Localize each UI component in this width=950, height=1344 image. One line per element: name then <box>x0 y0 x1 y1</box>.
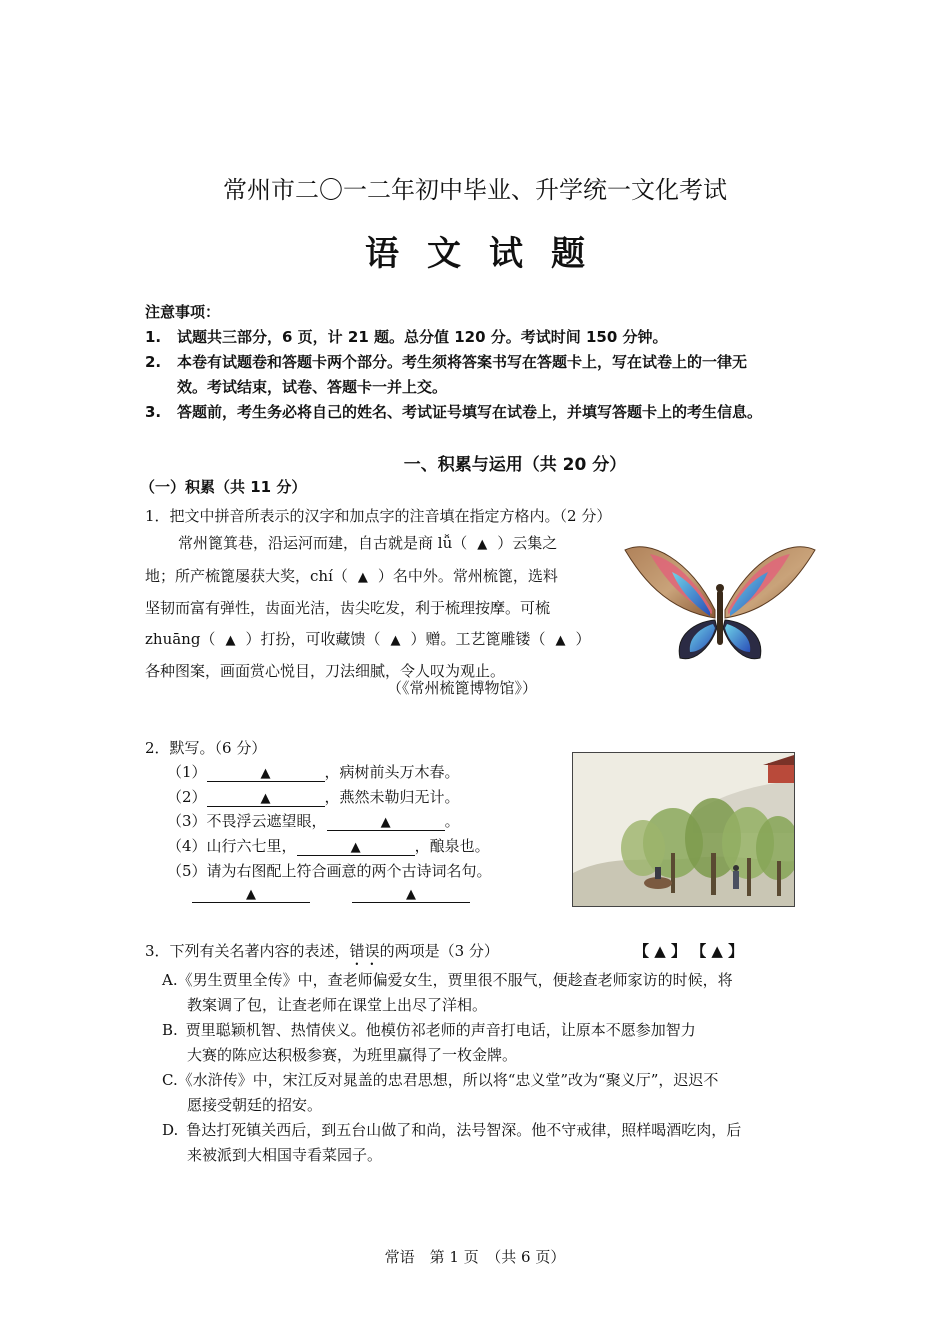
option-label: A. <box>162 971 178 989</box>
q3-stem <box>145 940 499 969</box>
text: 山行六七里， <box>206 837 297 855</box>
text: 《水浒传》中，宋江反对晁盖的忠君思想，所以将“忠义堂”改为“聚义厅”，迟迟不 <box>177 1071 719 1089</box>
text: ） <box>575 629 591 648</box>
item-num: （1） <box>167 763 207 781</box>
text: ）打扮，可收藏馈 <box>245 629 366 648</box>
answer-marker: ▲ <box>406 887 416 902</box>
text: zhuāng（ <box>145 629 216 648</box>
text: 不畏浮云遮望眼， <box>206 812 327 830</box>
q2-item-1 <box>167 761 460 782</box>
butterfly-comb-image <box>620 540 820 665</box>
notice-item-1 <box>145 326 668 347</box>
emphasis-text: 错误 <box>349 942 380 960</box>
q1-passage <box>145 528 591 687</box>
text: 鲁达打死镇关西后，到五台山做了和尚，法号智深。他不守戒律，照样喝酒吃肉，后 <box>186 1121 742 1139</box>
notice-text: 试题共三部分，6 页，计 21 题。总分值 120 分。考试时间 150 分钟。 <box>177 328 668 346</box>
text: 请为右图配上符合画意的两个古诗词名句。 <box>206 862 492 880</box>
section-title: 一、积累与运用（共 20 分） <box>403 455 627 475</box>
text: 贾里聪颖机智、热情侠义。他模仿祁老师的声音打电话，让原本不愿参加智力 <box>185 1021 696 1039</box>
notice-text: 本卷有试题卷和答题卡两个部分。考生须将答案书写在答题卡上，写在试卷上的一律无 <box>177 353 748 371</box>
text: （ <box>365 629 381 648</box>
option-label: C. <box>162 1071 178 1089</box>
answer-marker: ▲ <box>246 887 256 902</box>
q1-source: （《常州梳篦博物馆》） <box>387 679 538 697</box>
text: （ <box>530 629 546 648</box>
q2-item-5 <box>167 860 492 881</box>
answer-marker: ▲ <box>260 766 271 781</box>
q3-answer-brackets: 【 ▲ 】 【 ▲ 】 <box>634 942 744 960</box>
subject-title: 语文试题 <box>365 234 613 274</box>
text: 3．下列有关名著内容的表述， <box>145 942 350 960</box>
text: 地；所产梳篦屡获大奖，chí（ <box>145 566 348 585</box>
q1-stem: 1．把文中拼音所表示的汉字和加点字的注音填在指定方格内。（2 分） <box>145 507 612 525</box>
text: ）云集之 <box>497 534 558 552</box>
notice-num: 3. <box>145 403 162 421</box>
notice-item-3 <box>145 401 762 422</box>
page-footer: 常语 第 1 页 （共 6 页） <box>384 1248 566 1266</box>
q1-line-5: 各种图案，画面赏心悦目，刀法细腻，令人叹为观止。 <box>145 662 506 680</box>
item-num: （5） <box>167 862 207 880</box>
q2-item-4 <box>167 835 490 856</box>
q3-option-b <box>162 1019 696 1040</box>
q2-stem: 2．默写。（6 分） <box>145 739 267 757</box>
q2-item-3 <box>167 810 460 831</box>
text: ）名中外。常州梳篦，选料 <box>377 566 558 585</box>
q2-item-5-blanks <box>192 884 470 903</box>
q3-option-b-cont: 大赛的陈应达积极参赛，为班里赢得了一枚金牌。 <box>187 1046 518 1064</box>
answer-marker: ▲ <box>357 569 368 585</box>
answer-marker: ▲ <box>390 632 401 648</box>
notice-item-2 <box>145 351 747 372</box>
q3-option-c <box>162 1069 718 1090</box>
q3-option-a <box>162 969 733 990</box>
text: 常州篦箕巷，沿运河而建，自古就是商 lǚ（ <box>178 534 468 552</box>
answer-marker: ▲ <box>350 840 361 855</box>
exam-title: 常州市二〇一二年初中毕业、升学统一文化考试 <box>223 176 727 204</box>
answer-marker: ▲ <box>260 791 271 806</box>
answer-marker: ▲ <box>555 632 566 648</box>
q3-option-d-cont: 来被派到大相国寺看菜园子。 <box>187 1146 383 1164</box>
answer-marker: ▲ <box>477 537 488 552</box>
notice-text: 答题前，考生务必将自己的姓名、考试证号填写在试卷上，并填写答题卡上的考生信息。 <box>177 403 763 421</box>
answer-blank[interactable] <box>297 837 415 856</box>
answer-blank[interactable] <box>192 884 310 903</box>
text: ）赠。工艺篦雕镂 <box>410 629 531 648</box>
text: 。 <box>444 812 460 830</box>
notice-item-2-cont: 效。考试结束，试卷、答题卡一并上交。 <box>177 378 448 396</box>
subsection-title: （一）积累（共 11 分） <box>140 478 307 496</box>
q1-line-3: 坚韧而富有弹性，齿面光洁，齿尖吃发，利于梳理按摩。可梳 <box>145 599 551 617</box>
item-num: （2） <box>167 788 207 806</box>
notice-num: 2. <box>145 353 162 371</box>
text: ，病树前头万木春。 <box>324 763 460 781</box>
q3-option-c-cont: 愿接受朝廷的招安。 <box>187 1096 323 1114</box>
q1-line-1 <box>145 528 591 561</box>
item-num: （3） <box>167 812 207 830</box>
q2-item-2 <box>167 786 460 807</box>
answer-blank[interactable] <box>207 788 325 807</box>
text: 的两项是（3 分） <box>379 942 499 960</box>
text: 《男生贾里全传》中，查老师偏爱女生，贾里很不服气，便趁查老师家访的时候，将 <box>177 971 733 989</box>
answer-marker: ▲ <box>380 815 391 830</box>
notice-num: 1. <box>145 328 162 346</box>
q1-line-2 <box>145 561 591 594</box>
q3-option-d <box>162 1119 741 1140</box>
item-num: （4） <box>167 837 207 855</box>
text: ，燕然未勒归无计。 <box>324 788 460 806</box>
notice-heading: 注意事项： <box>145 303 221 321</box>
q3-option-a-cont: 教案调了包，让查老师在课堂上出尽了洋相。 <box>187 996 488 1014</box>
answer-marker: ▲ <box>225 632 236 648</box>
ink-painting-willow-image <box>572 752 795 907</box>
answer-blank[interactable] <box>327 812 445 831</box>
option-label: B. <box>162 1021 178 1039</box>
text: ，酿泉也。 <box>414 837 490 855</box>
option-label: D. <box>162 1121 179 1139</box>
q1-line-4 <box>145 624 591 657</box>
answer-blank[interactable] <box>352 884 470 903</box>
answer-blank[interactable] <box>207 763 325 782</box>
